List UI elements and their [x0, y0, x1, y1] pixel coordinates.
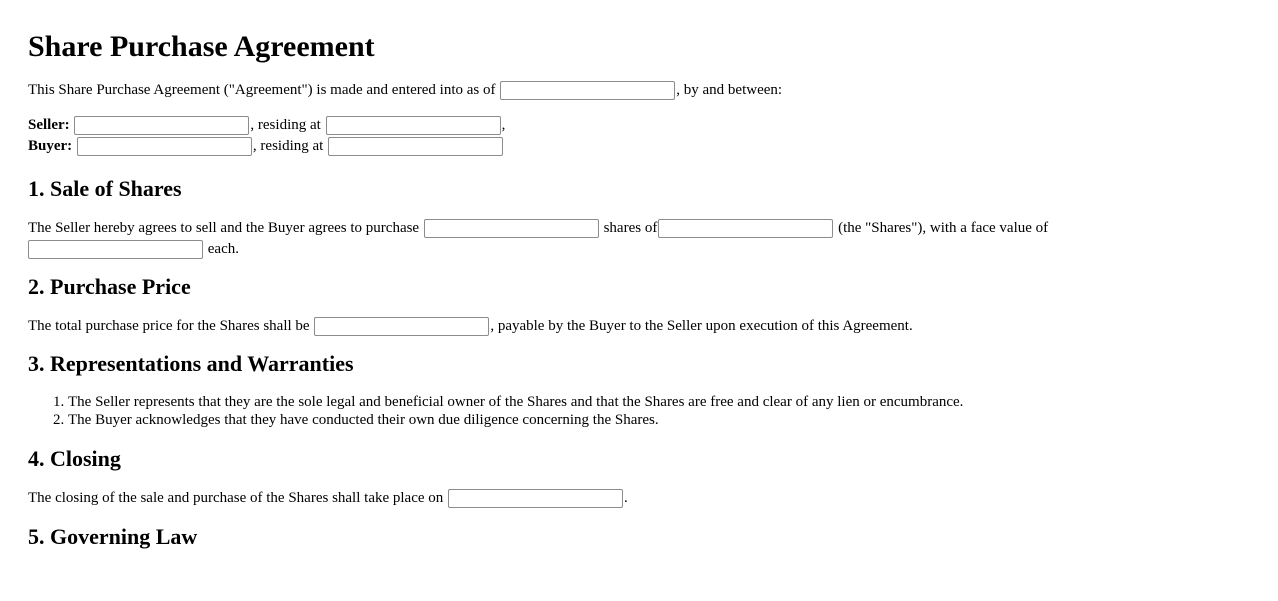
buyer-line — [28, 136, 1268, 157]
face-value-input[interactable] — [28, 240, 203, 259]
company-name-input[interactable] — [658, 219, 833, 238]
seller-address-input[interactable] — [326, 116, 501, 135]
section-2-heading: 2. Purchase Price — [28, 274, 191, 299]
page-title: Share Purchase Agreement — [28, 30, 375, 63]
buyer-address-input[interactable] — [328, 137, 503, 156]
section-1-text-d: each. — [207, 241, 239, 257]
intro-text-before: This Share Purchase Agreement ("Agreement") is made and entered into as of — [28, 82, 496, 98]
section-3-heading: 3. Representations and Warranties — [28, 351, 354, 376]
section-1-paragraph — [28, 218, 1113, 260]
share-count-input[interactable] — [424, 219, 599, 238]
buyer-label: Buyer: — [28, 138, 73, 154]
warranty-item-2: 2. The Buyer acknowledges that they have conducted their own due diligence concerning the Shares. — [68, 411, 1268, 429]
section-4-paragraph — [28, 488, 1268, 509]
seller-line — [28, 115, 1268, 136]
seller-label: Seller: — [28, 117, 70, 133]
section-2-paragraph — [28, 316, 1268, 337]
seller-line-end: , — [501, 117, 506, 133]
agreement-date-input[interactable] — [500, 81, 675, 100]
section-5-heading: 5. Governing Law — [28, 524, 198, 549]
intro-paragraph — [28, 80, 1268, 101]
section-4-text-a: The closing of the sale and purchase of the Shares shall take place on — [28, 490, 444, 506]
warranties-list — [28, 393, 1268, 429]
seller-residing-text: , residing at — [250, 117, 321, 133]
buyer-name-input[interactable] — [77, 137, 252, 156]
buyer-residing-text: , residing at — [252, 138, 324, 154]
warranty-item-1: 1. The Seller represents that they are the sole legal and beneficial owner of the Shares and that the Shares are free and clear of any lien or encumbrance. — [68, 393, 1268, 411]
section-4-heading: 4. Closing — [28, 446, 121, 471]
section-1-text-a: The Seller hereby agrees to sell and the Buyer agrees to purchase — [28, 220, 420, 236]
seller-name-input[interactable] — [74, 116, 249, 135]
section-2-text-a: The total purchase price for the Shares shall be — [28, 318, 310, 334]
section-1-text-c: (the "Shares"), with a face value of — [838, 220, 1049, 236]
intro-text-after: , by and between: — [676, 82, 783, 98]
section-1-text-b: shares of — [603, 220, 658, 236]
purchase-price-input[interactable] — [314, 317, 489, 336]
closing-date-input[interactable] — [448, 489, 623, 508]
parties-block — [28, 115, 1268, 157]
section-4-text-b: . — [624, 490, 628, 506]
section-1-heading: 1. Sale of Shares — [28, 176, 182, 201]
section-2-text-b: , payable by the Buyer to the Seller upon execution of this Agreement. — [490, 318, 913, 334]
